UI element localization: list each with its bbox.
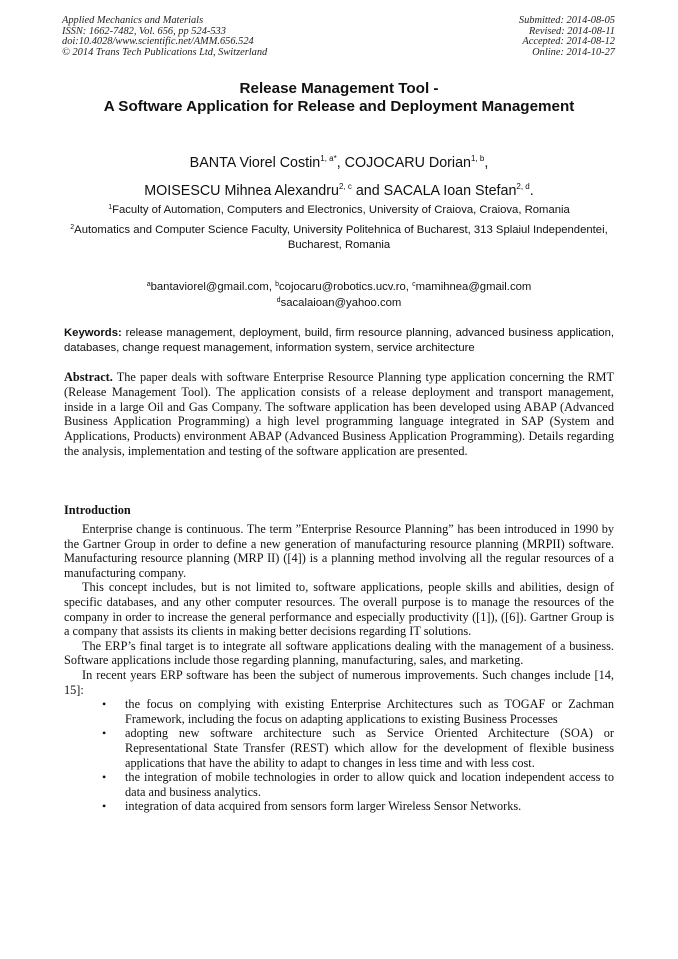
keywords-label: Keywords: xyxy=(64,327,122,339)
email-sup: a xyxy=(146,281,151,288)
list-item xyxy=(64,697,614,726)
affiliation-text: Automatics and Computer Science Faculty, University Politehnica of Bucharest, 313 Splaiul Independentei, Bucharest, Romania xyxy=(74,224,608,251)
paragraph: In recent years ERP software has been the subject of numerous improvements. Such changes include [14, 15]: xyxy=(64,667,614,697)
paper-title xyxy=(0,80,678,116)
author-separator: , xyxy=(484,155,489,171)
emails-line-1 xyxy=(62,278,616,294)
paragraph: This concept includes, but is not limited to, software applications, people skills and abilities, design of specific databases, and any other computer resources. The overall purpose is to manage the resources of the company in order to increase the general performance and especially productivity ([1]), ([6]). Gartner Group is a company that assists its clients in making better decisions regarding IT solutions. xyxy=(64,580,614,639)
email: bantaviorel@gmail.com, xyxy=(150,281,276,293)
author-emails xyxy=(62,278,616,310)
list-item-text: adopting new software architecture such as Service Oriented Architecture (SOA) or Representational State Transfer (REST) which allow for the development of flexible business applications that have the ability to adapt to changes in less time and with less cost. xyxy=(125,726,614,770)
author-separator: , xyxy=(336,155,345,171)
author-sup: 2, d xyxy=(516,182,530,191)
bullet-icon: • xyxy=(102,697,107,712)
journal-header xyxy=(62,16,267,58)
email: mamihnea@gmail.com xyxy=(415,281,532,293)
bullet-icon: • xyxy=(102,770,107,785)
affiliation-sup: 2 xyxy=(70,224,75,231)
section-heading-introduction: Introduction xyxy=(64,503,131,517)
list-item xyxy=(64,799,614,814)
copyright-line: © 2014 Trans Tech Publications Ltd, Switzerland xyxy=(62,46,268,58)
issn-line: ISSN: 1662-7482, Vol. 656, pp 524-533 xyxy=(62,25,226,37)
authors-line-1 xyxy=(0,147,678,175)
abstract-label: Abstract. xyxy=(64,370,113,384)
author-name: SACALA Ioan Stefan xyxy=(383,183,517,199)
journal-name: Applied Mechanics and Materials xyxy=(62,15,204,26)
affiliation-1 xyxy=(62,201,616,218)
author-separator: . xyxy=(529,183,534,199)
author-name: COJOCARU Dorian xyxy=(344,155,471,171)
abstract xyxy=(64,370,614,459)
online-date: Online: 2014-10-27 xyxy=(532,46,615,58)
emails-line-2 xyxy=(62,294,616,310)
author-list xyxy=(0,147,678,203)
revised-date: Revised: 2014-08-11 xyxy=(528,25,615,37)
author-name: BANTA Viorel Costin xyxy=(189,155,321,171)
email-sup: c xyxy=(412,281,416,288)
author-sup: 2, c xyxy=(338,182,352,191)
submitted-date: Submitted: 2014-08-05 xyxy=(518,15,615,26)
authors-line-2 xyxy=(0,175,678,203)
bullet-icon: • xyxy=(102,799,107,814)
paragraph: Enterprise change is continuous. The term ”Enterprise Resource Planning” has been introduced in 1990 by the Gartner Group in order to define a new generation of manufacturing resource planning (MRPII) software. Manufacturing resource planning (MRP II) ([4]) is a planning method involving all the regular resources of a manufacturing company. xyxy=(64,522,614,580)
list-item xyxy=(64,770,614,799)
paragraph: The ERP’s final target is to integrate all software applications dealing with the management of a business. Software applications include those regarding planning, manufacturing, sales, and marketing. xyxy=(64,638,614,668)
email: cojocaru@robotics.ucv.ro, xyxy=(279,281,413,293)
bullet-icon: • xyxy=(102,726,107,741)
abstract-text: The paper deals with software Enterprise Resource Planning type application concerning the RMT (Release Management Tool). The application consists of a release deployment and transport management, inside in a large Oil and Gas Company. The software application has been developed using ABAP (Advanced Business Application Programming) a high level programming language integrated in SAP (System and Applications, Products) environment ABAP (Advanced Business Application Programming). Details regarding the analysis, implementation and testing of the software application are presented. xyxy=(64,370,614,458)
keywords xyxy=(64,326,614,356)
affiliation-2 xyxy=(62,221,616,252)
introduction-body xyxy=(64,522,614,814)
list-item-text: integration of data acquired from sensors form larger Wireless Sensor Networks. xyxy=(125,799,522,814)
author-name: MOISESCU Mihnea Alexandru xyxy=(144,183,339,199)
email: sacalaioan@yahoo.com xyxy=(280,297,402,309)
accepted-date: Accepted: 2014-08-12 xyxy=(522,36,615,48)
email-sup: b xyxy=(275,281,280,288)
email-sup: d xyxy=(276,297,281,304)
affiliation-sup: 1 xyxy=(108,204,113,211)
dates-header xyxy=(519,16,615,58)
author-separator: and xyxy=(351,183,384,199)
bullet-list xyxy=(64,697,614,814)
keywords-text: release management, deployment, build, firm resource planning, advanced business application, databases, change request management, information system, service architecture xyxy=(64,327,614,354)
author-sup: 1, b xyxy=(470,154,485,163)
doi-line: doi:10.4028/www.scientific.net/AMM.656.524 xyxy=(62,36,254,48)
title-line-1: Release Management Tool - xyxy=(239,80,439,97)
affiliation-text: Faculty of Automation, Computers and Electronics, University of Craiova, Craiova, Romania xyxy=(112,204,570,216)
title-line-2: A Software Application for Release and Deployment Management xyxy=(103,98,575,115)
list-item xyxy=(64,726,614,770)
list-item-text: the integration of mobile technologies in order to allow quick and location independent access to data and business analytics. xyxy=(125,770,614,799)
list-item-text: the focus on complying with existing Enterprise Architectures such as TOGAF or Zachman Framework, including the focus on adapting applications to existing Business Processes xyxy=(125,697,614,726)
author-sup: 1, a* xyxy=(320,154,337,163)
